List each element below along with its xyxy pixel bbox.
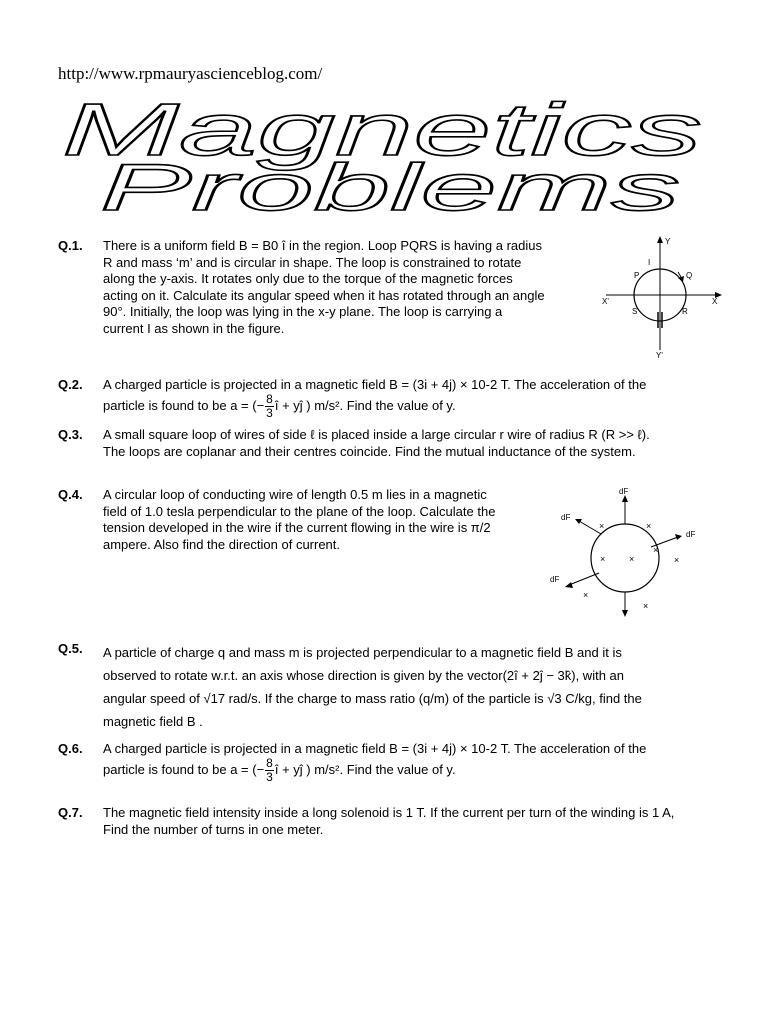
fig1-label-r: R: [682, 307, 688, 316]
fig1-label-y: Y: [665, 237, 671, 246]
q2-number: Q.2.: [58, 377, 83, 392]
q5-number: Q.5.: [58, 641, 83, 656]
q6-fraction: $\frac{8}{3}$: [266, 756, 273, 784]
q2-fraction: $\frac{8}{3}$: [266, 392, 273, 420]
q4-text: A circular loop of conducting wire of length 0.5 m lies in a magnetic field of 1.0 tesla perpendicular to the plane of the loop. Calculate the tension developed in the wire if the current flowing in the wire is π/2 ampere. Also find the direction of current.: [103, 487, 496, 552]
fig2-cross-1: ×: [599, 521, 605, 531]
fig1-label-q: Q: [686, 271, 693, 280]
q1-number: Q.1.: [58, 238, 83, 253]
q3-number: Q.3.: [58, 427, 83, 442]
fig2-cross-4: ×: [600, 554, 606, 564]
fig2-label-df-top: dF: [619, 487, 629, 496]
q7-text: The magnetic field intensity inside a long solenoid is 1 T. If the current per turn of the winding is 1 A, Find the number of turns in one meter.: [103, 805, 675, 837]
q6-line-1: A charged particle is projected in a magnetic field B = (3i + 4j) × 10-2 T. The acceleration of the: [103, 741, 647, 756]
title-line-2: Problems: [100, 150, 681, 215]
fig1-label-y2: Y': [656, 351, 663, 360]
q6-number: Q.6.: [58, 741, 83, 756]
title-line-1: Magnetics: [62, 90, 702, 171]
fig1-label-p: P: [634, 271, 640, 280]
q1-text: There is a uniform field B = B0 î in the region. Loop PQRS is having a radius R and mass ‘m’ and is circular in shape. The loop is constrained to rotate along the y-axis. It rotates only due to the torque of the magnetic forces acting on it. Calculate its angular speed when it has rotated through an angle 90°. Initially, the loop was lying in the x-y plane. The loop is carrying a current I as shown in the figure.: [103, 238, 545, 336]
fig2-cross-6: ×: [674, 555, 680, 565]
q3-text: A small square loop of wires of side ℓ is placed inside a large circular r wire of radius R (R >> ℓ). The loops are coplanar and their centres coincide. Find the mutual inductance of the system.: [103, 427, 650, 459]
fig1-label-s: S: [632, 307, 638, 316]
fig2-label-df-left: dF: [561, 513, 571, 522]
fig1-label-i: I: [648, 258, 651, 267]
fig2-cross-7: ×: [583, 590, 589, 600]
q5-text: A particle of charge q and mass m is projected perpendicular to a magnetic field B and it is observed to rotate w.r.t. an axis whose direction is given by the vector(2î + 2ĵ − 3k̂), with an angular speed of √17 rad/s. If the charge to mass ratio (q/m) of the particle is √3 C/kg, find the magnetic field B .: [103, 645, 642, 729]
blog-url: http://www.rpmauryascienceblog.com/: [58, 64, 323, 83]
fig2-cross-8: ×: [643, 601, 649, 611]
fig1-label-x2: X': [602, 297, 609, 306]
fig2-cross-3: ×: [653, 545, 659, 555]
q4-number: Q.4.: [58, 487, 83, 502]
fig1-label-x: X: [712, 297, 718, 306]
figure-loop-forces: [545, 485, 710, 620]
fig2-label-df-right: dF: [686, 530, 696, 539]
title-banner: [0, 90, 768, 215]
q6-line-2: particle is found to be a = (− $\frac{8}{3}$ î + yĵ ) m/s². Find the value of y.: [103, 756, 456, 784]
q7-number: Q.7.: [58, 805, 83, 820]
q2-line-2: particle is found to be a = (− $\frac{8}{3}$ î + yĵ ) m/s². Find the value of y.: [103, 392, 456, 420]
q2-line-1: A charged particle is projected in a magnetic field B = (3i + 4j) × 10-2 T. The acceleration of the: [103, 377, 647, 392]
figure-loop-pqrs: [598, 232, 728, 362]
fig2-label-df-bottom-left: dF: [550, 575, 560, 584]
fig2-cross-2: ×: [646, 521, 652, 531]
fig2-cross-5: ×: [629, 554, 635, 564]
